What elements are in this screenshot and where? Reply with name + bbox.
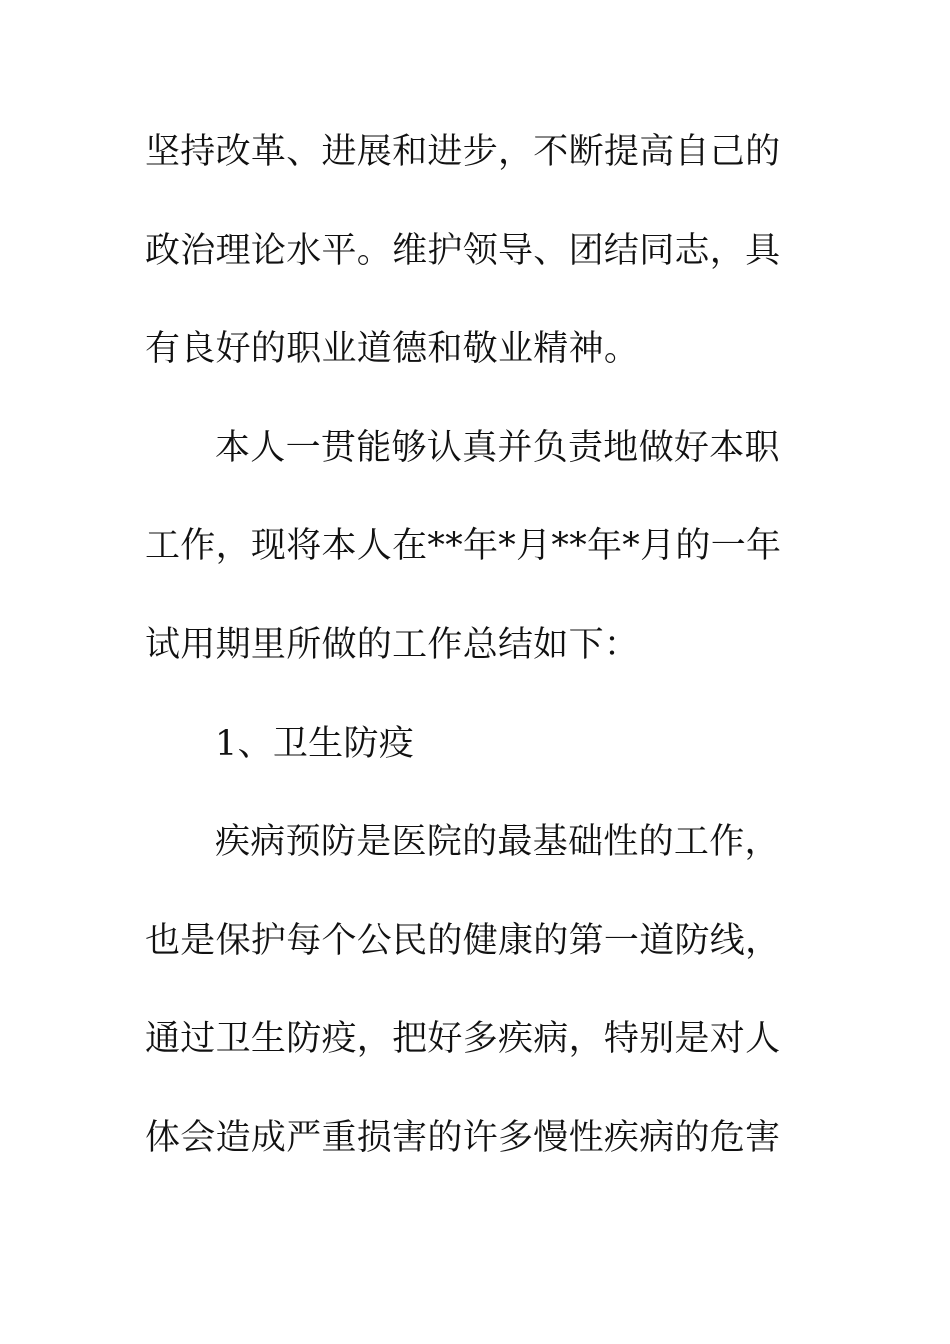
paragraph-line: 疾病预防是医院的最基础性的工作， xyxy=(215,822,780,863)
paragraph-line: 政治理论水平。维护领导、团结同志，具 xyxy=(145,230,781,271)
section-heading: 1、卫生防疫 xyxy=(215,723,415,764)
paragraph-line: 坚持改革、进展和进步，不断提高自己的 xyxy=(145,132,781,172)
paragraph-line: 也是保护每个公民的健康的第一道防线， xyxy=(145,920,781,961)
paragraph-line: 试用期里所做的工作总结如下： xyxy=(145,624,640,665)
paragraph-line: 本人一贯能够认真并负责地做好本职 xyxy=(215,427,780,468)
paragraph-line: 有良好的职业道德和敬业精神。 xyxy=(145,329,640,370)
document-body xyxy=(145,122,785,1207)
paragraph-line: 工作，现将本人在**年*月**年*月的一年 xyxy=(145,526,782,567)
paragraph-line: 体会造成严重损害的许多慢性疾病的危害 xyxy=(145,1117,781,1158)
paragraph-line: 通过卫生防疫，把好多疾病，特别是对人 xyxy=(145,1019,781,1060)
